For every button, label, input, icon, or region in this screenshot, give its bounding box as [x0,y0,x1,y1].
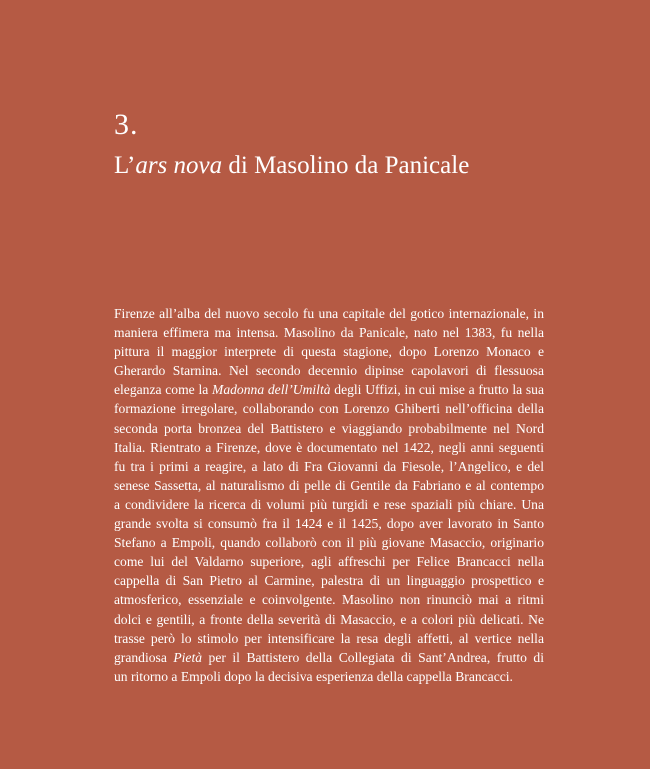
chapter-title-suffix: di Masolino da Panicale [222,152,470,179]
text-line: come lui del Valdarno superiore, agli affreschi per Felice Brancacci nella [114,554,544,570]
text-line: Stefano a Empoli, quando collaborò con il più giovane Masaccio, originario [114,535,544,551]
chapter-title-prefix: L’ [114,152,136,179]
text-line: a condividere la ricerca di volumi più turgidi e rese spaziali più chiare. Una [114,496,544,512]
text-line: eleganza come la Madonna dell’Umiltà degli Uffizi, in cui mise a frutto la sua [114,382,544,398]
artwork-title: Pietà [173,649,203,665]
text-line: maniera effimera ma intensa. Masolino da Panicale, nato nel 1383, fu nella [114,325,544,341]
body-paragraph [114,304,544,686]
text-line: atmosferico, essenziale e coinvolgente. Masolino non rinunciò mai a ritmi [114,592,544,608]
text-line: dolci e gentili, a fronte della severità di Masaccio, e a colori più delicati. Ne [114,611,544,627]
artwork-title: Madonna dell’Umiltà [212,382,331,398]
text-line: grande svolta si consumò fra il 1424 e il 1425, dopo aver lavorato in Santo [114,516,544,532]
text-line: senese Sassetta, al naturalismo di pelle di Gentile da Fabriano e al contempo [114,477,544,493]
text-line: pittura il maggior interprete di questa stagione, dopo Lorenzo Monaco e [114,344,544,360]
text-line: Firenze all’alba del nuovo secolo fu una capitale del gotico internazionale, in [114,306,544,321]
text-line: cappella di San Pietro al Carmine, palestra di un linguaggio prospettico e [114,573,544,589]
text-line: fu tra i primi a reagire, a lato di Fra Giovanni da Fiesole, l’Angelico, e del [114,458,544,474]
chapter-number: 3. [114,108,139,141]
text-line: formazione irregolare, collaborando con Lorenzo Ghiberti nell’officina della [114,401,544,417]
text-line: Gherardo Starnina. Nel secondo decennio dipinse capolavori di flessuosa [114,363,544,379]
chapter-title-italic: ars nova [135,152,223,179]
text-line: seconda porta bronzea del Battistero e viaggiando probabilmente nel Nord [114,420,544,436]
text-line: trasse però lo stimolo per intensificare la resa degli affetti, al vertice nella [114,630,544,646]
text-line: grandiosa Pietà per il Battistero della Collegiata di Sant’Andrea, frutto di [114,649,544,665]
chapter-title [114,150,469,182]
text-line: Italia. Rientrato a Firenze, dove è documentato nel 1422, negli anni seguenti [114,439,544,455]
text-line: un ritorno a Empoli dopo la decisiva esperienza della cappella Brancacci. [114,668,513,684]
